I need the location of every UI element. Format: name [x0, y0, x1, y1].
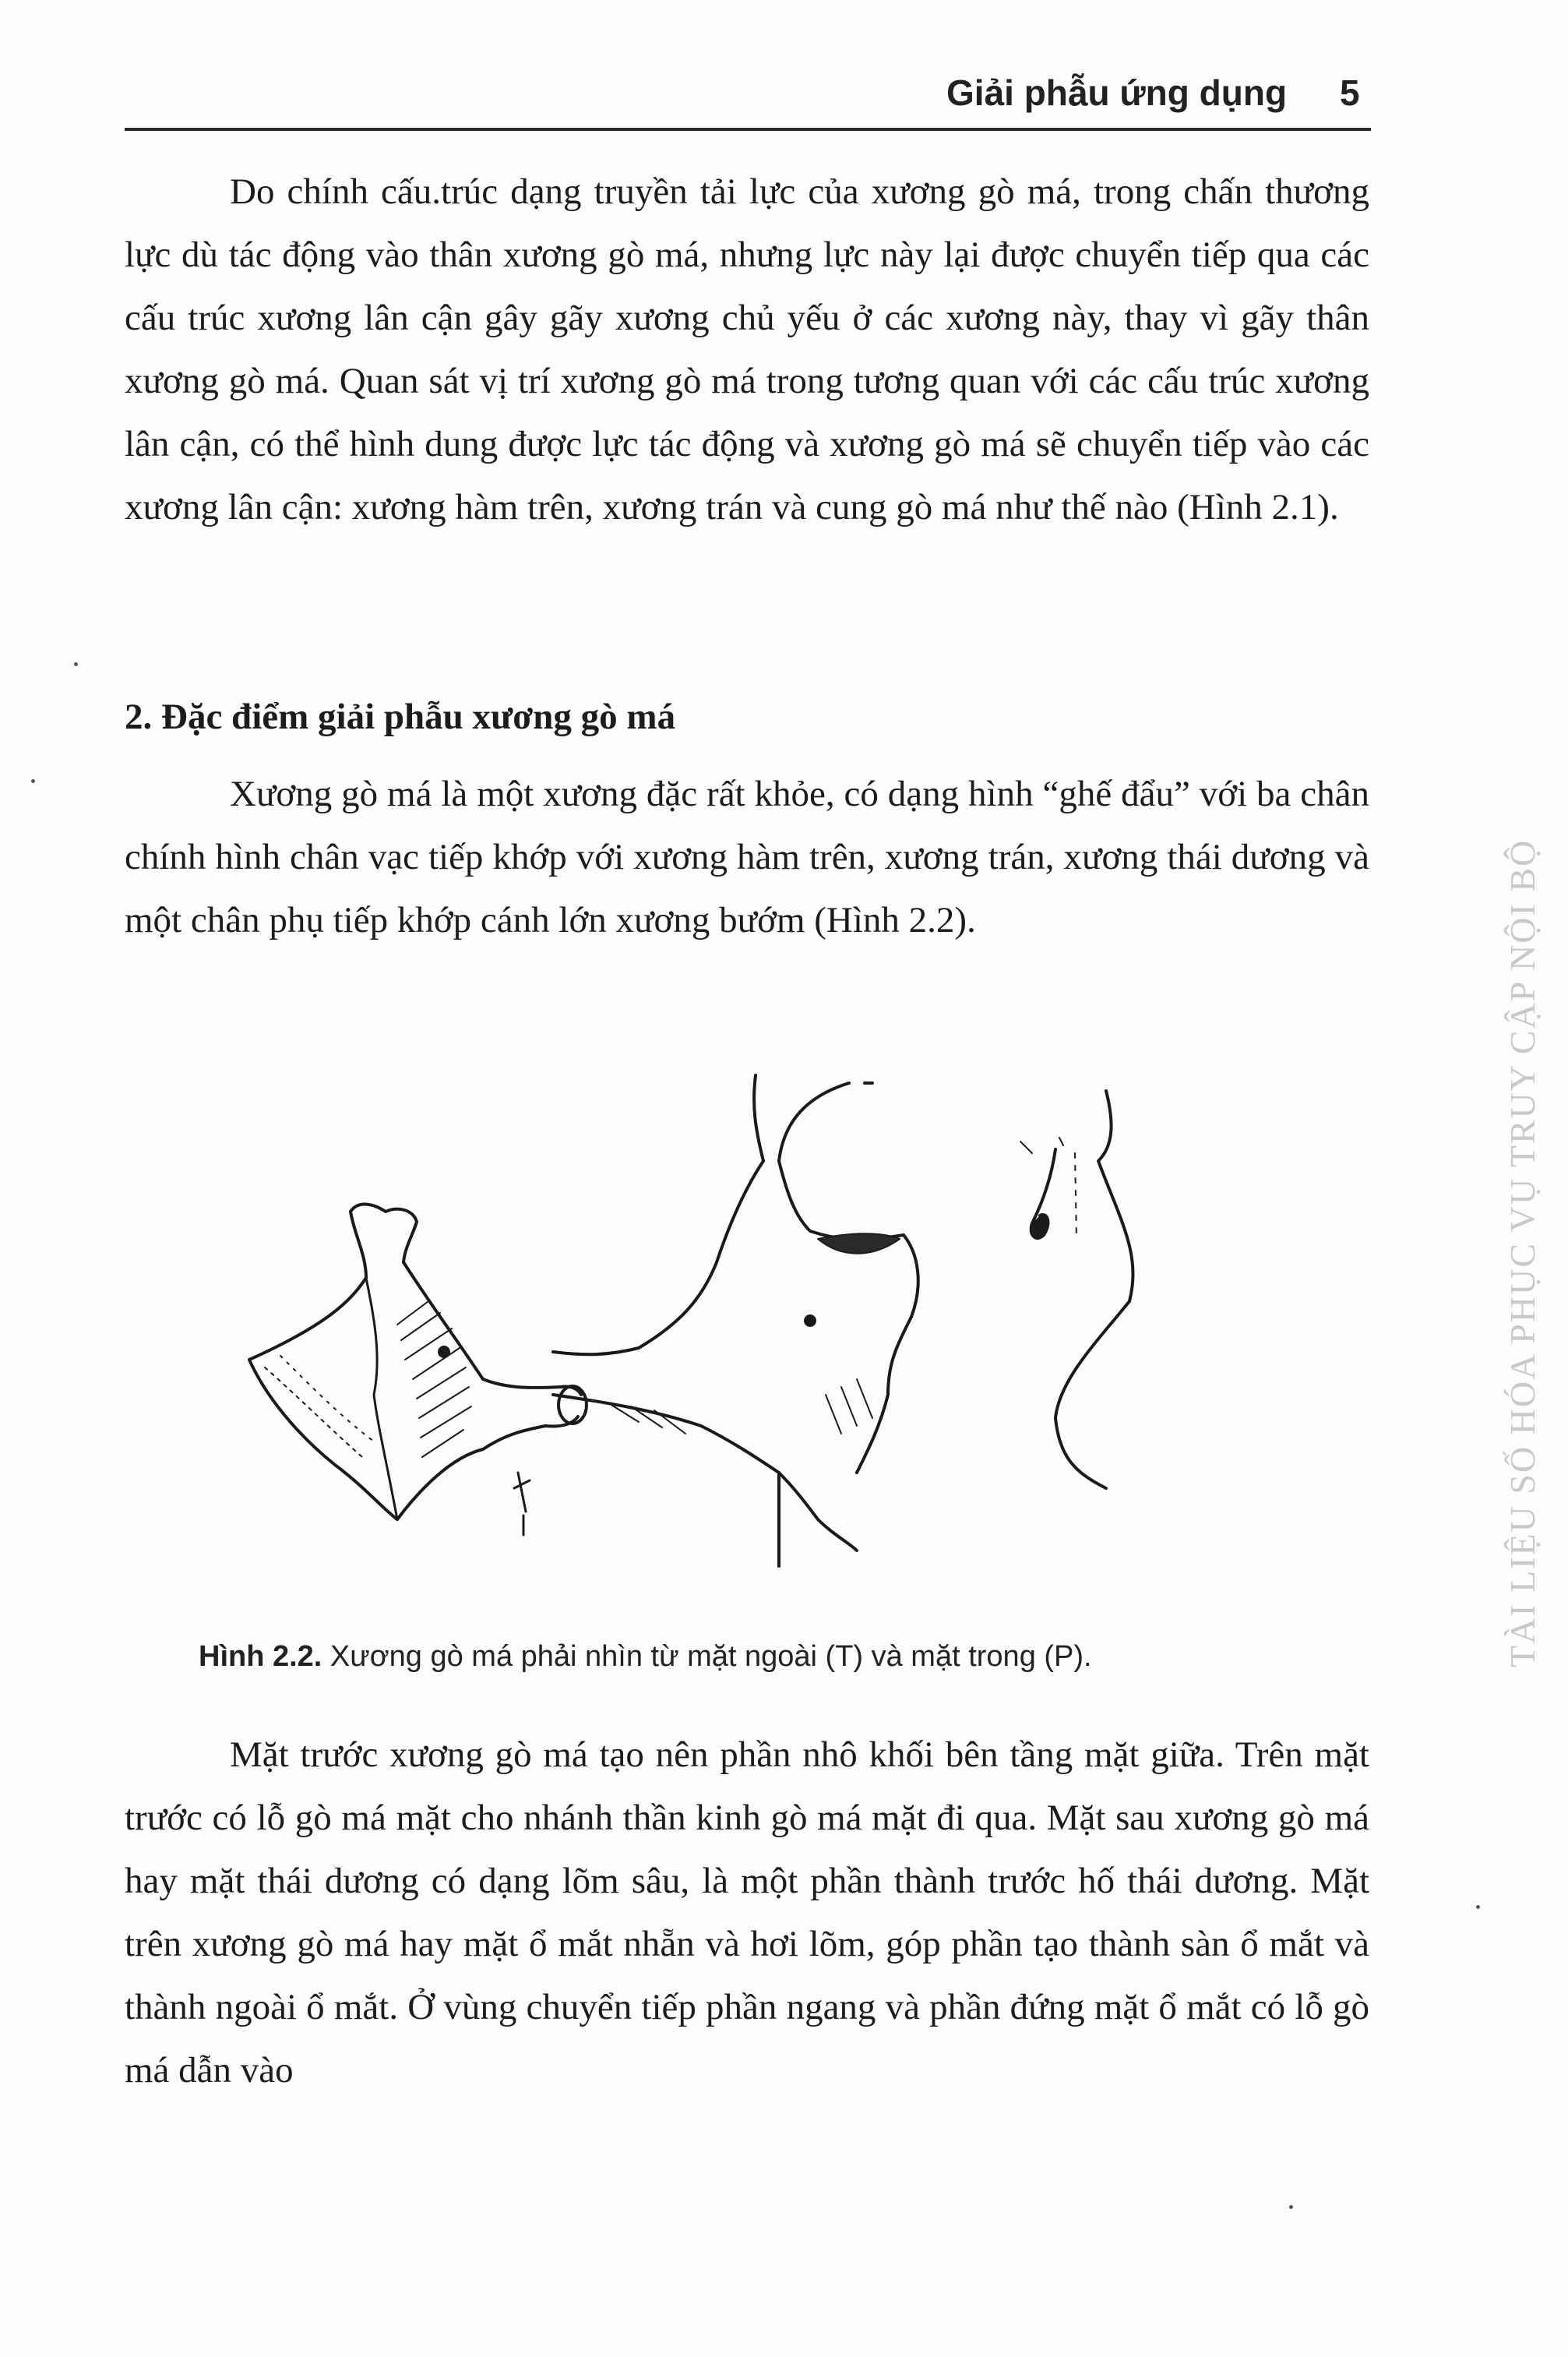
zygoma-inner-view-drawing — [553, 1075, 1133, 1566]
scan-speck — [31, 779, 35, 783]
paragraph-1: Do chính cấu.trúc dạng truyền tải lực của xương gò má, trong chấn thương lực dù tác động vào thân xương gò má, nhưng lực này lại được chuyển tiếp qua các cấu trúc xương lân cận gây gãy xương chủ yếu ở các xương này, thay vì gãy thân xương gò má. Quan sát vị trí xương gò má trong tương quan với các cấu trúc xương lân cận, có thể hình dung được lực tác động và xương gò má sẽ chuyển tiếp vào các xương lân cận: xương hàm trên, xương trán và cung gò má như thế nào (Hình 2.1). — [125, 171, 1369, 528]
paragraph-2: Xương gò má là một xương đặc rất khỏe, có dạng hình “ghế đẩu” với ba chân chính hình chân vạc tiếp khớp với xương hàm trên, xương trán, xương thái dương và một chân phụ tiếp khớp cánh lớn xương bướm (Hình 2.2). — [125, 774, 1369, 940]
figure-zygomatic-bone — [218, 1067, 1324, 1582]
zygoma-outer-view-drawing — [249, 1205, 587, 1535]
paragraph-3: Mặt trước xương gò má tạo nên phần nhô khối bên tầng mặt giữa. Trên mặt trước có lỗ gò má mặt cho nhánh thần kinh gò má mặt đi qua. Mặt sau xương gò má hay mặt thái dương có dạng lõm sâu, là một phần thành trước hố thái dương. Mặt trên xương gò má hay mặt ổ mắt nhẵn và hơi lõm, góp phần tạo thành sàn ổ mắt và thành ngoài ổ mắt. Ở vùng chuyển tiếp phần ngang và phần đứng mặt ổ mắt có lỗ gò má dẫn vào — [125, 1734, 1369, 2091]
page-number: 5 — [1340, 72, 1360, 113]
scan-speck — [1476, 1905, 1480, 1909]
scan-speck — [1289, 2205, 1293, 2209]
running-header-title: Giải phẫu ứng dụng — [946, 72, 1288, 113]
header-rule — [125, 128, 1371, 131]
side-watermark: TÀI LIỆU SỐ HÓA PHỤC VỤ TRUY CẬP NỘI BỘ — [1503, 838, 1542, 1667]
figure-caption-text: Xương gò má phải nhìn từ mặt ngoài (T) và mặt trong (P). — [322, 1640, 1092, 1673]
scan-speck — [74, 662, 78, 666]
section-heading: 2. Đặc điểm giải phẫu xương gò má — [125, 697, 676, 737]
figure-caption — [199, 1640, 1092, 1674]
figure-caption-label: Hình 2.2. — [199, 1640, 322, 1673]
figure-illustration — [218, 1067, 1324, 1582]
